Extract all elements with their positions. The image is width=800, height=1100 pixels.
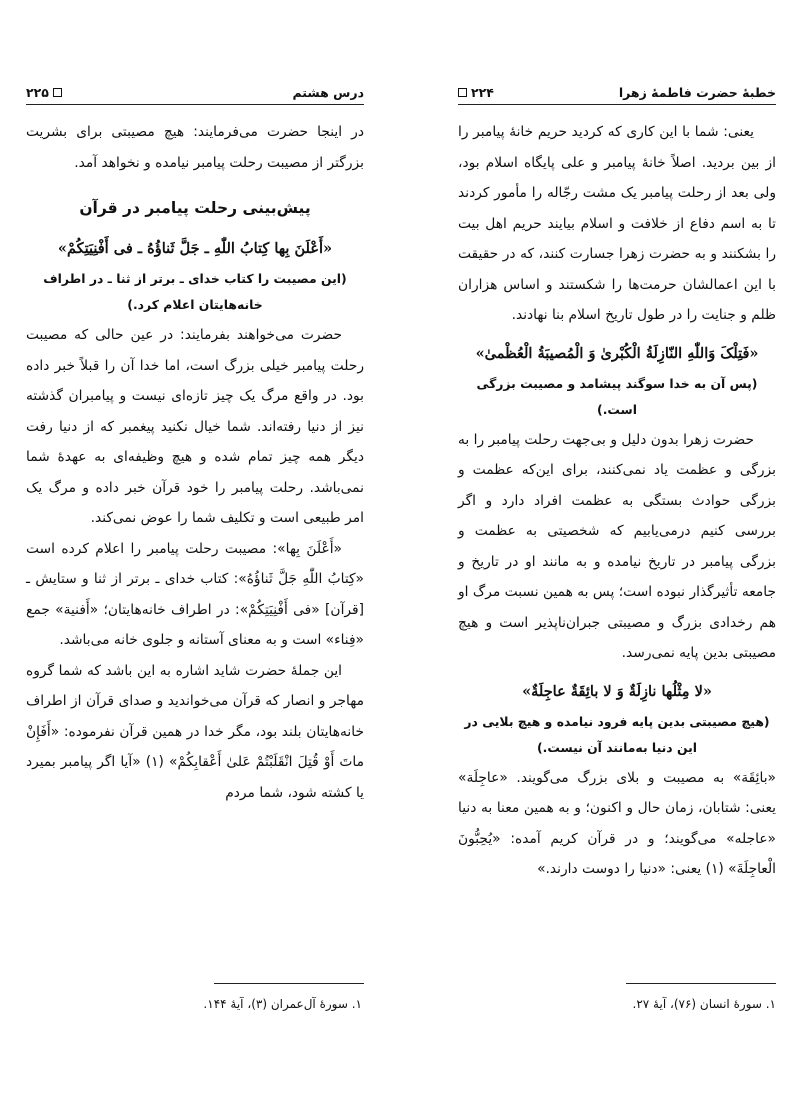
page-number-block: [26, 85, 62, 100]
page-body: [26, 117, 364, 808]
section-heading: پیش‌بینی رحلت پیامبر در قرآن: [79, 199, 311, 217]
paragraph: این جملهٔ حضرت شاید اشاره به این باشد که شما گروه مهاجر و انصار که قرآن می‌خواندید و صدای قرآن از اطراف خانه‌هایتان بلند بود، مگر خدا در همین قرآن نفرموده: «أَفَإِنْ ماتَ أَوْ قُتِلَ انْقَلَبْتُمْ عَلیٰ أَعْقابِکُمْ» (۱) «آیا اگر پیامبر بمیرد یا کشته شود، شما مردم: [26, 662, 365, 801]
right-page: [458, 78, 776, 1078]
footnote-divider: [626, 983, 776, 984]
page-header: [26, 78, 364, 105]
quote-translation: (هیچ مصیبتی بدین پایه فرود نیامده و هیچ بلایی در این دنیا به‌مانند آن نیست.): [464, 713, 770, 755]
paragraph: حضرت زهرا بدون دلیل و بی‌جهت رحلت پیامبر را به بزرگی و عظمت یاد نمی‌کنند، برای این‌که عظمت و بزرگی حوادث بستگی به عظمت افراد دارد و اگر بررسی کنیم درمی‌یابیم که شخصیتی به عظمت و بزرگی پیامبر در تاریخ نیامده و به مانند او در تاریخ و جامعه تأثیرگذار نبوده است؛ پس به همین نسبت مرگ او هم رخدادی بزرگ و مصیبتی جبران‌ناپذیر است و هیچ مصیبتی بدین پایه نمی‌رسد.: [458, 431, 776, 661]
footnote: ۱. سورهٔ آل‌عمران (۳)، آیهٔ ۱۴۴.: [203, 997, 362, 1011]
paragraph: «بائِقَة» به مصیبت و بلای بزرگ می‌گویند. «عاجِلَة» یعنی: شتابان، زمان حال و اکنون؛ و به همین معنا به دنیا «عاجله» می‌گویند؛ و در قرآن کریم آمده: «یُحِبُّونَ الْعاجِلَةَ» (۱) یعنی: «دنیا را دوست دارند.»: [458, 769, 776, 877]
square-marker-icon: [458, 88, 467, 97]
quote-translation: (پس آن به خدا سوگند پیشامد و مصیبت بزرگی است.): [476, 375, 758, 417]
page-number: ۲۲۵: [26, 85, 49, 100]
quote-translation: (این مصیبت را کتاب خدای ـ برتر از ثنا ـ در اطراف خانه‌هایتان اعلام کرد.): [43, 271, 347, 312]
left-page: [26, 78, 364, 1078]
page-number-block: [458, 85, 494, 100]
page-header: [458, 78, 776, 105]
page-number: ۲۲۴: [471, 85, 494, 100]
quoted-arabic-text: «أَعْلَنَ بِها کِتابُ اللّٰهِ ـ جَلَّ ثَناؤُهُ ـ فی أَفْنِیَتِکُمْ»: [57, 240, 333, 257]
footnote: ۱. سورهٔ انسان (۷۶)، آیهٔ ۲۷.: [632, 997, 776, 1011]
page-body: [458, 117, 776, 885]
square-marker-icon: [53, 88, 62, 97]
footnote-divider: [214, 983, 364, 984]
paragraph: یعنی: شما با این کاری که کردید حریم خانهٔ پیامبر را از بین بردید. اصلاً خانهٔ پیامبر و علی پایگاه اسلام بود، ولی بعد از رحلت پیامبر یک مشت رجّاله را مأمور کردند تا به اسم دفاع از خلافت و اسلام بیایند حریم اهل بیت را بشکنند و به حضرت زهرا جسارت کنند، که در حقیقت با این اعمالشان حرمت‌ها را شکستند و اساس هزاران ظلم و جنایت را در طول تاریخ اسلام بنا نهادند.: [458, 124, 776, 323]
paragraph: «أَعْلَنَ بِها»: مصیبت رحلت پیامبر را اعلام کرده است «کِتابُ اللّٰهِ جَلَّ ثَناؤُهُ»: کتاب خدای ـ برتر از ثنا و ستایش ـ [قرآن] «فی أَفْنِیَتِکُمْ»: در اطراف خانه‌هایتان؛ «أَفنیة» جمع «فِناء» است و به معنای آستانه و جلوی خانه می‌باشد.: [26, 540, 364, 648]
quoted-arabic-text: «لا مِثْلُها نازِلَةٌ وَ لا بائِقَةٌ عاجِلَةٌ»: [522, 682, 712, 700]
paragraph: حضرت می‌خواهند بفرمایند: در عین حالی که مصیبت رحلت پیامبر خیلی بزرگ است، اما خدا آن را قبلاً خبر داده بود. در واقع مرگ یک چیز تازه‌ای نیست و پیامبران گذشته نیز از دنیا رفته‌اند. شما خیال نکنید پیغمبر که از دنیا رفت دیگر همه چیز تمام شده و هیچ وظیفه‌ای به عهدهٔ شما نمی‌باشد. رحلت پیامبر را خود قرآن خبر داده و مرگ یک امر طبیعی است و تکلیف شما را عوض نمی‌کند.: [26, 327, 364, 526]
header-title: خطبهٔ حضرت فاطمهٔ زهرا: [618, 85, 776, 100]
paragraph: در اینجا حضرت می‌فرمایند: هیچ مصیبتی برای بشریت بزرگتر از مصیبت رحلت پیامبر نیامده و نخواهد آمد.: [26, 124, 364, 171]
quoted-arabic-text: «فَتِلْکَ وَاللّٰهِ النّازِلَةُ الْکُبْریٰ وَ الْمُصیبَةُ الْعُظْمیٰ»: [475, 344, 759, 362]
header-title: درس هشتم: [292, 85, 364, 100]
